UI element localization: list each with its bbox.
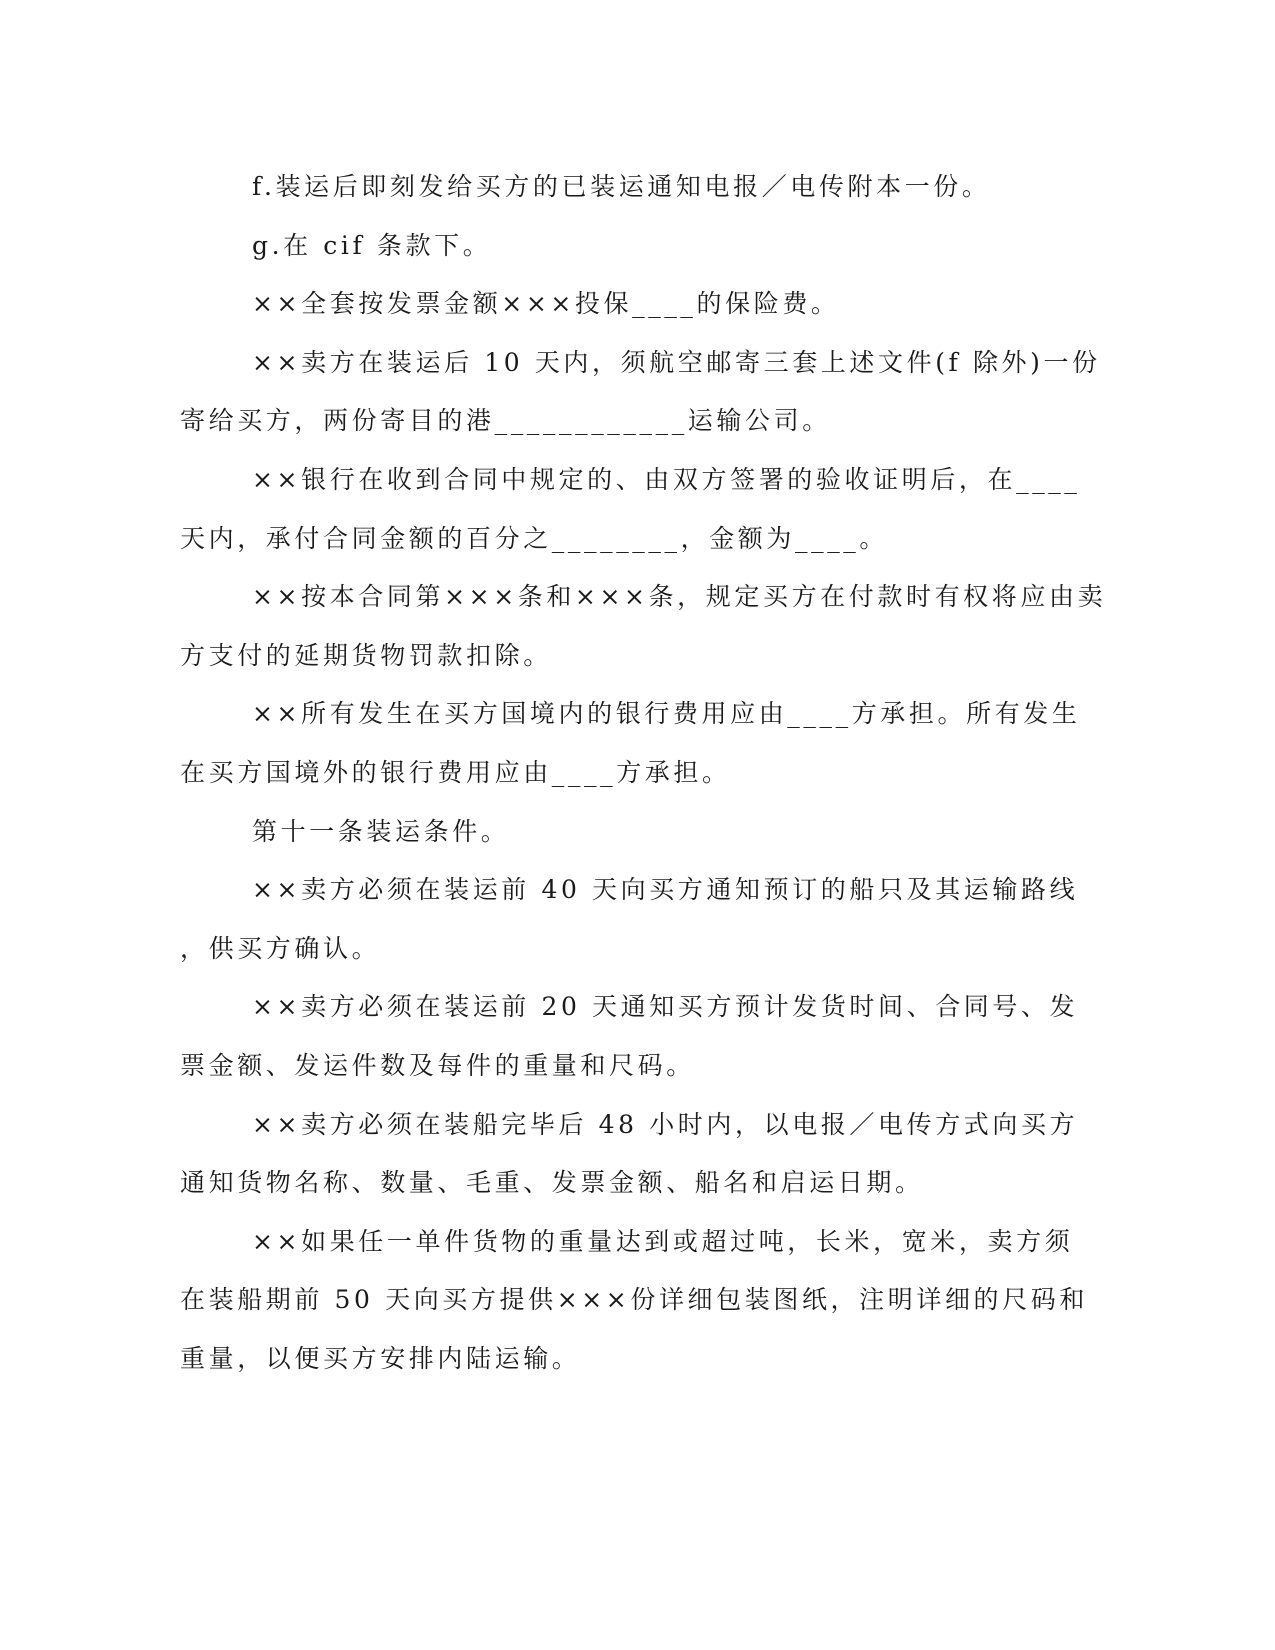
paragraph-line: ××如果任一单件货物的重量达到或超过吨，长米，宽米，卖方须 [252,1226,1074,1256]
paragraph [180,1096,1079,1213]
paragraph-line: ，供买方确认。 [180,933,381,963]
paragraph-line: 在买方国境外的银行费用应由____方承担。 [180,757,731,787]
paragraph-line: 第十一条装运条件。 [252,816,510,846]
paragraph-line: g.在 cif 条款下。 [252,230,492,260]
paragraph-line: ××卖方必须在装运前 20 天通知买方预计发货时间、合同号、发 [252,992,1079,1022]
paragraph-line: ××按本合同第×××条和×××条，规定买方在付款时有权将应由卖 [252,582,1107,612]
paragraph [180,685,1081,802]
paragraph [180,568,1107,685]
paragraph-line: ××全套按发票金额×××投保____的保险费。 [252,289,840,319]
paragraph-line: ××银行在收到合同中规定的、由双方签署的验收证明后，在____ [252,464,1081,494]
paragraph-line: f.装运后即刻发给买方的已装运通知电报／电传附本一份。 [252,172,991,201]
paragraph-line: 通知货物名称、数量、毛重、发票金额、船名和启运日期。 [180,1168,924,1198]
paragraph-line: 票金额、发运件数及每件的重量和尺码。 [180,1050,695,1080]
paragraph-line: ××卖方在装运后 10 天内，须航空邮寄三套上述文件(f 除外)一份 [252,347,1101,377]
paragraph [180,158,1040,217]
paragraph [180,217,1040,276]
paragraph [180,275,1040,334]
paragraph [180,451,1081,568]
paragraph [180,1213,1088,1389]
paragraph [180,978,1079,1095]
paragraph-line: 寄给买方，两份寄目的港____________运输公司。 [180,406,831,436]
paragraph-line: 天内，承付合同金额的百分之________，金额为____。 [180,523,889,553]
paragraph-line: 在装船期前 50 天向买方提供×××份详细包装图纸，注明详细的尺码和 [180,1285,1088,1315]
paragraph-line: 方支付的延期货物罚款扣除。 [180,640,552,670]
paragraph-line: ××卖方必须在装运前 40 天向买方通知预订的船只及其运输路线 [252,875,1079,905]
paragraph-line: 重量，以便买方安排内陆运输。 [180,1343,581,1373]
paragraph-line: ××所有发生在买方国境内的银行费用应由____方承担。所有发生 [252,699,1081,729]
paragraph-line: ××卖方必须在装船完毕后 48 小时内，以电报／电传方式向买方 [252,1109,1079,1139]
paragraph [180,861,1079,978]
paragraph [180,334,1101,451]
section-heading [180,803,1040,862]
document-body [180,158,1107,1388]
